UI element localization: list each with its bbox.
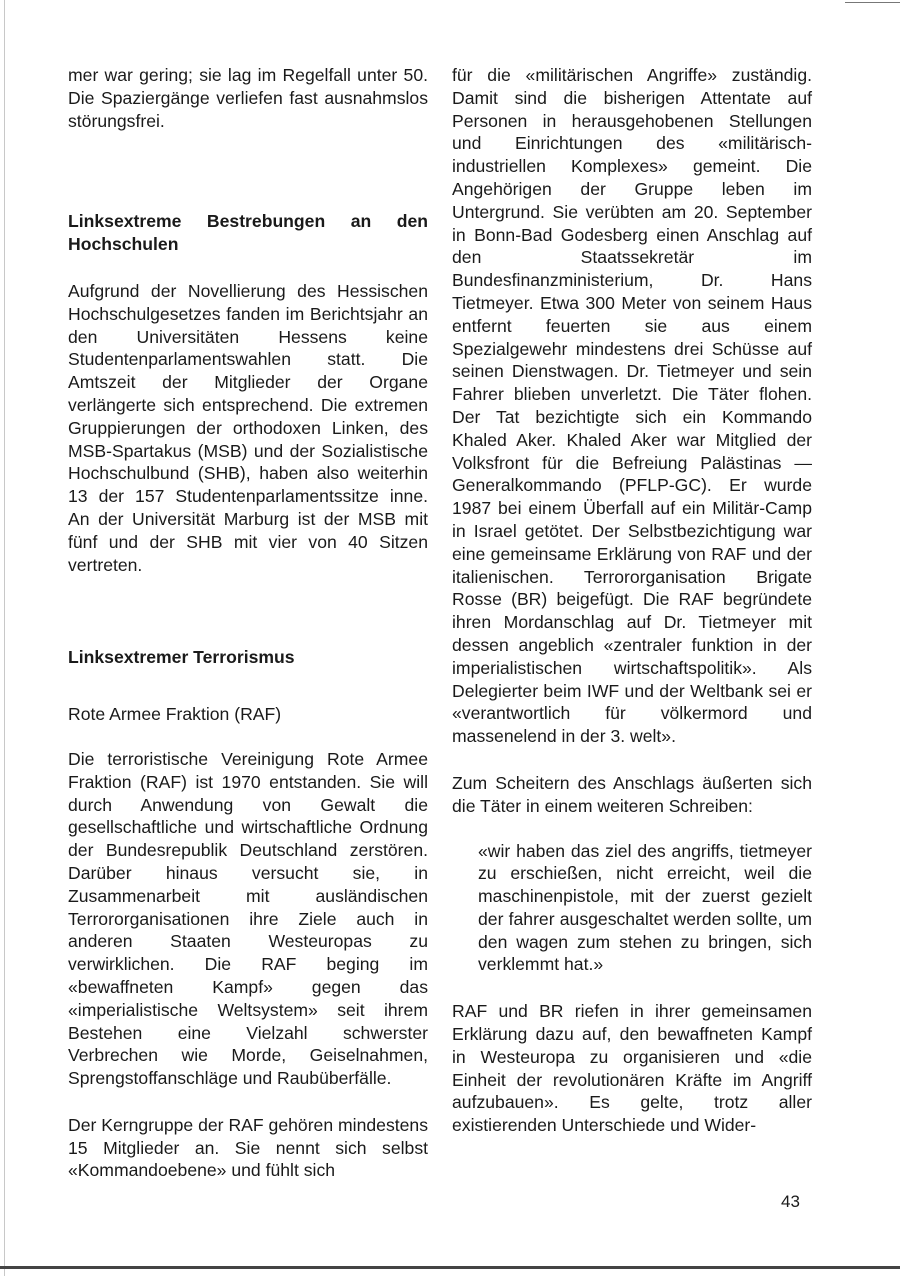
paragraph: Der Kerngruppe der RAF gehören mindestens 15 Mitglieder an. Sie nennt sich selbst «Kommandoebene» und fühlt sich [68,1114,428,1181]
subsection-heading: Rote Armee Fraktion (RAF) [68,704,282,725]
paragraph: Aufgrund der Novellierung des Hessischen Hochschulgesetzes fanden im Berichtsjahr an den Universitäten Hessens keine Studentenparlamentswahlen statt. Die Amtszeit der Mitglieder der Organe verlängerte sich entsprechend. Die extremen Gruppierungen der orthodoxen Linken, des MSB-Spartakus (MSB) und der Sozialistische Hochschulbund (SHB), haben also weiterhin 13 der 157 Studentenparlamentssitze inne. An der Universität Marburg ist der MSB mit fünf und der SHB mit vier von 40 Sitzen vertreten. [68,280,428,575]
scan-edge-left [4,0,5,1276]
section-heading: Linksextremer Terrorismus [68,647,295,668]
block-quote: «wir haben das ziel des angriffs, tietmeyer zu erschießen, nicht erreicht, weil die maschinenpistole, mit der zuerst gezielt der fahrer ausgeschaltet werden sollte, um den wagen zum stehen zu bringen, sich verklemmt hat.» [478,840,812,975]
left-column [68,64,428,1182]
paragraph: RAF und BR riefen in ihrer gemeinsamen Erklärung dazu auf, den bewaffneten Kampf in Westeuropa zu organisieren und «die Einheit der revolutionären Kräfte im Angriff aufzubauen». Es gelte, trotz aller existierenden Unterschiede und Wider- [452,1001,812,1136]
section-heading: Linksextreme Bestrebungen an den Hochschulen [68,211,428,255]
page-number: 43 [781,1192,800,1211]
paragraph: für die «militärischen Angriffe» zuständig. Damit sind die bisherigen Attentate auf Personen in herausgehobenen Stellungen und Einrichtungen des «militärisch-industriellen Komplexes» gemeint. Die Angehörigen der Gruppe leben im Untergrund. Sie verübten am 20. September in Bonn-Bad Godesberg einen Anschlag auf den Staatssekretär im Bundesfinanzministerium, Dr. Hans Tietmeyer. Etwa 300 Meter von seinem Haus entfernt feuerten sie aus einem Spezialgewehr mindestens drei Schüsse auf seinen Dienstwagen. Dr. Tietmeyer und sein Fahrer blieben unverletzt. Die Täter flohen. Der Tat bezichtigte sich ein Kommando Khaled Aker. Khaled Aker war Mitglied der Volksfront für die Befreiung Palästinas — Generalkommando (PFLP-GC). Er wurde 1987 bei einem Überfall auf ein Militär-Camp in Israel getötet. Der Selbstbezichtigung war eine gemeinsame Erklärung von RAF und der italienischen. Terrororganisation Brigate Rosse (BR) beigefügt. Die RAF begründete ihren Mordanschlag auf Dr. Tietmeyer mit dessen angeblich «zentraler funktion in der imperialistischen wirtschaftspolitik». Als Delegierter beim IWF und der Weltbank sei er «verantwortlich für völkermord und massenelend in der 3. welt». [452,65,812,747]
paragraph: mer war gering; sie lag im Regelfall unter 50. Die Spaziergänge verliefen fast ausnahmslos störungsfrei. [68,65,428,131]
paragraph: Zum Scheitern des Anschlags äußerten sich die Täter in einem weiteren Schreiben: [452,772,812,816]
scan-edge-bottom [0,1266,900,1269]
scan-edge-top [845,2,900,3]
paragraph: Die terroristische Vereinigung Rote Armee Fraktion (RAF) ist 1970 entstanden. Sie will durch Anwendung von Gewalt die gesellschaftliche und wirtschaftliche Ordnung der Bundesrepublik Deutschland zerstören. Darüber hinaus versucht sie, in Zusammenarbeit mit ausländischen Terrororganisationen ihre Ziele auch in anderen Staaten Westeuropas zu verwirklichen. Die RAF beging im «bewaffneten Kampf» gegen das «imperialistische Weltsystem» seit ihrem Bestehen eine Vielzahl schwerster Verbrechen wie Morde, Geiselnahmen, Sprengstoffanschläge und Raubüberfälle. [68,748,428,1089]
right-column [452,64,812,1137]
